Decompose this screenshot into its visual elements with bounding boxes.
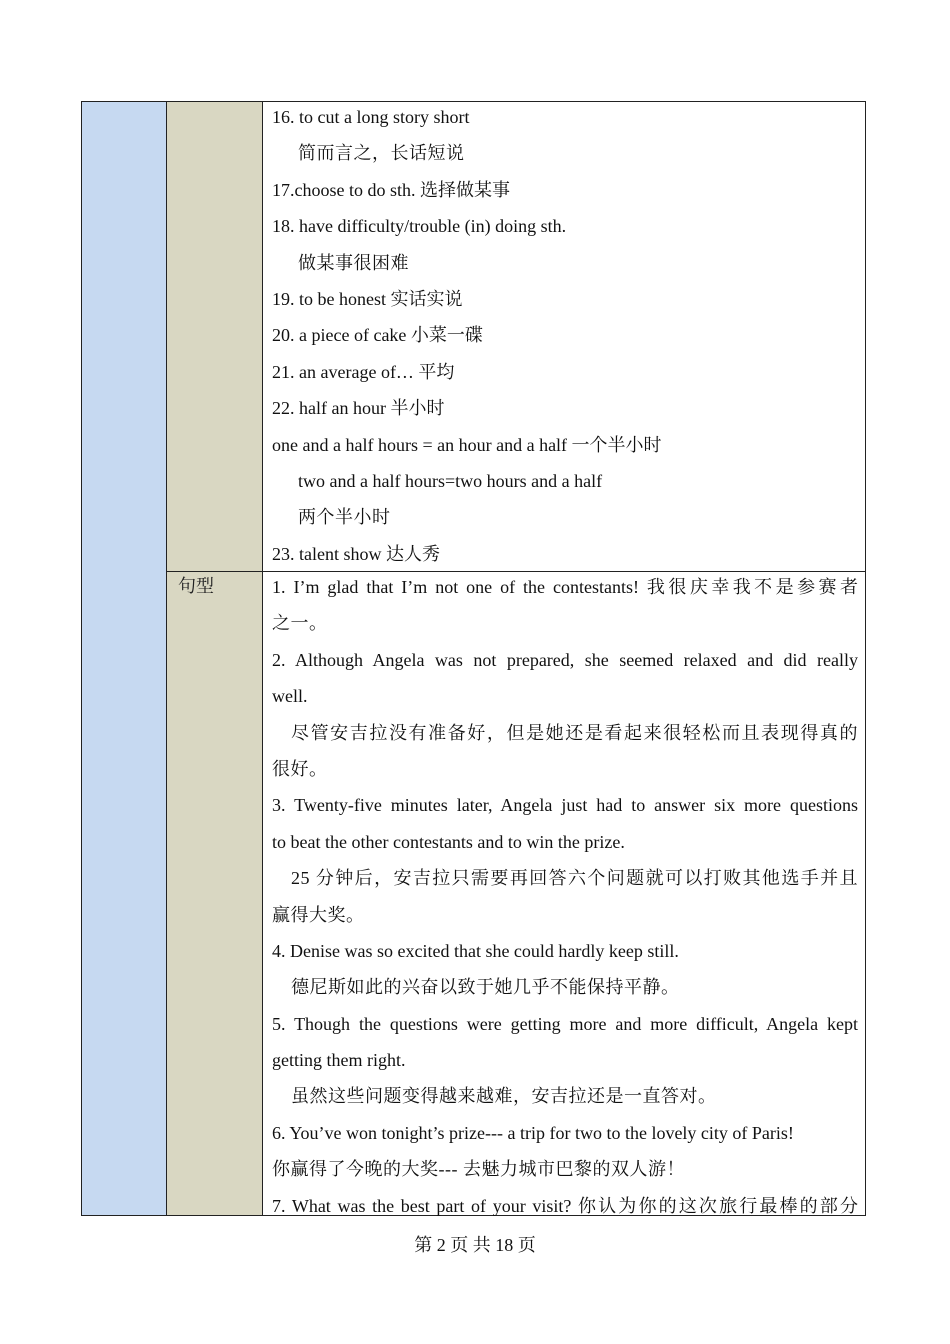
phrase-line: 18. have difficulty/trouble (in) doing sth. bbox=[272, 216, 567, 237]
sentence-translation: 很好。 bbox=[272, 758, 328, 779]
sentence-line: 6. You’ve won tonight’s prize--- a trip for two to the lovely city of Paris! bbox=[272, 1122, 794, 1143]
sentence-line: getting them right. bbox=[272, 1050, 406, 1071]
phrase-line: one and a half hours = an hour and a half 一个半小时 bbox=[272, 434, 662, 455]
sentence-line: 1. I’m glad that I’m not one of the contestants! 我很庆幸我不是参赛者 bbox=[272, 577, 858, 597]
phrase-translation: 两个半小时 bbox=[298, 507, 391, 528]
sentence-translation: 尽管安吉拉没有准备好，但是她还是看起来很轻松而且表现得真的 bbox=[291, 722, 858, 743]
content-table bbox=[81, 101, 866, 1216]
sentence-translation: 你赢得了今晚的大奖--- 去魅力城市巴黎的双人游！ bbox=[272, 1159, 685, 1180]
section-label-column bbox=[167, 102, 263, 1215]
phrase-line: 21. an average of… 平均 bbox=[272, 361, 455, 382]
sentence-line: to beat the other contestants and to win the prize. bbox=[272, 831, 625, 852]
sentence-translation: 25 分钟后，安吉拉只需要再回答六个问题就可以打败其他选手并且 bbox=[291, 868, 858, 889]
phrase-line: 16. to cut a long story short bbox=[272, 107, 470, 127]
phrase-line: two and a half hours=two hours and a half bbox=[298, 470, 603, 491]
page-number-footer: 第 2 页 共 18 页 bbox=[414, 1235, 536, 1255]
phrase-line: 17.choose to do sth. 选择做某事 bbox=[272, 179, 510, 200]
sentence-line: 之一。 bbox=[272, 613, 328, 634]
sentence-translation: 德尼斯如此的兴奋以致于她几乎不能保持平静。 bbox=[291, 977, 680, 998]
phrase-line: 22. half an hour 半小时 bbox=[272, 398, 445, 419]
sentence-line: 7. What was the best part of your visit? 你认为你的这次旅行最棒的部分 bbox=[272, 1195, 858, 1216]
phrase-line: 19. to be honest 实话实说 bbox=[272, 288, 463, 309]
sentence-line: well. bbox=[272, 686, 308, 707]
sentence-line: 2. Although Angela was not prepared, she seemed relaxed and did really bbox=[272, 649, 858, 670]
category-column bbox=[82, 102, 167, 1215]
phrase-translation: 做某事很困难 bbox=[298, 252, 409, 273]
sentence-line: 3. Twenty-five minutes later, Angela just had to answer six more questions bbox=[272, 795, 858, 816]
sentence-patterns-cell bbox=[272, 572, 858, 1227]
sentence-line: 4. Denise was so excited that she could hardly keep still. bbox=[272, 940, 679, 961]
sentence-translation: 虽然这些问题变得越来越难，安吉拉还是一直答对。 bbox=[291, 1086, 717, 1107]
sentence-translation: 赢得大奖。 bbox=[272, 904, 365, 925]
sentence-line: 5. Though the questions were getting more and more difficult, Angela kept bbox=[272, 1013, 858, 1034]
section-label-sentence-patterns: 句型 bbox=[178, 576, 214, 597]
phrase-line: 20. a piece of cake 小菜一碟 bbox=[272, 325, 483, 346]
phrase-line: 23. talent show 达人秀 bbox=[272, 543, 440, 564]
phrase-translation: 简而言之，长话短说 bbox=[298, 143, 465, 164]
phrases-cell bbox=[272, 102, 858, 575]
